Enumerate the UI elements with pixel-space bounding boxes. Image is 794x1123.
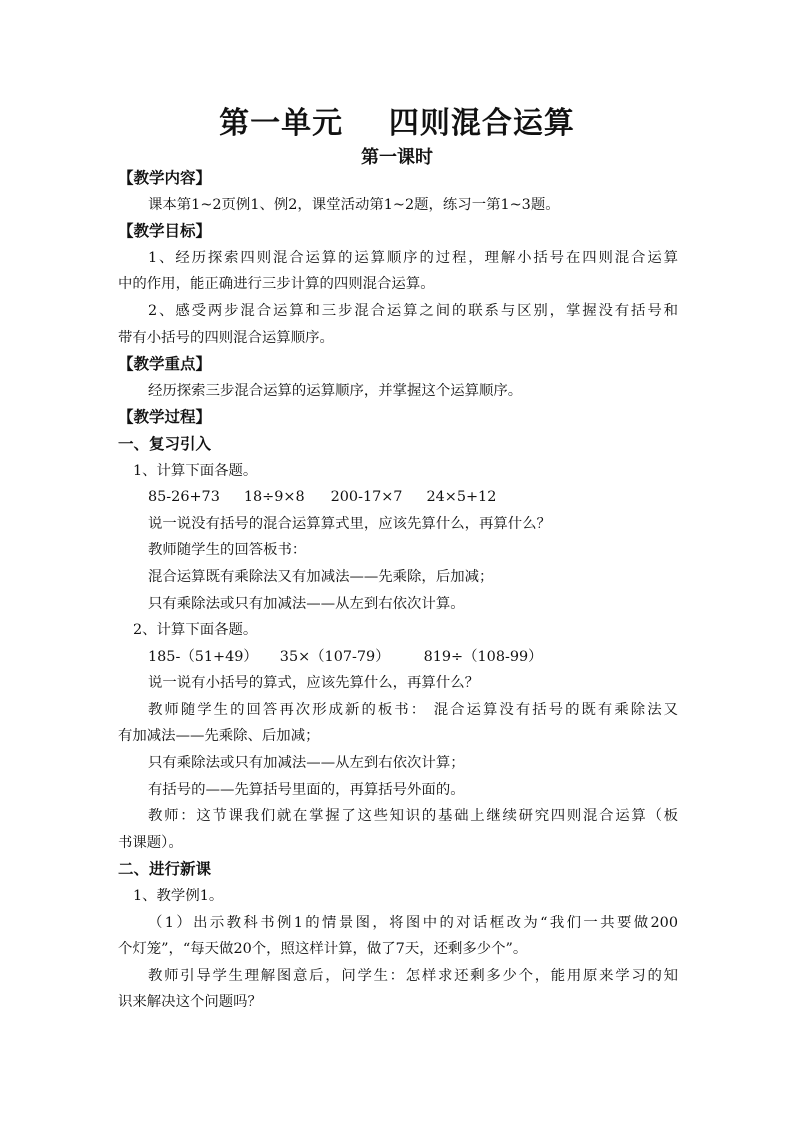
expression: 35×（107-79） — [279, 648, 390, 665]
expression-row-2 — [118, 644, 678, 671]
section-heading-goals: 【教学目标】 — [118, 222, 212, 241]
expression-row-1 — [118, 484, 678, 511]
expression: 185-（51+49） — [148, 648, 258, 665]
content-text: 课本第1~2页例1、例2，课堂活动第1~2题，练习一第1~3题。 — [148, 196, 560, 213]
example-1: 1、教学例1。 — [133, 888, 224, 905]
part-2-heading: 二、进行新课 — [118, 860, 212, 879]
document-body — [118, 165, 678, 1016]
task-2: 2、计算下面各题。 — [133, 622, 258, 639]
guide-line-2: 识来解决这个问题吗？ — [118, 994, 262, 1011]
board-note-2-line-1: 教师随学生的回答再次形成新的板书： 混合运算没有括号的既有乘除法又 — [148, 701, 678, 718]
step-1-line-2: 个灯笼”，“每天做20个，照这样计算，做了7天，还剩多少个”。 — [118, 941, 528, 958]
expression: 18÷9×8 — [243, 489, 305, 506]
section-heading-content: 【教学内容】 — [118, 169, 212, 187]
question-2: 说一说有小括号的算式，应该先算什么，再算什么？ — [148, 675, 479, 692]
expression: 200-17×7 — [330, 489, 403, 506]
goal-2-line-1: 2、感受两步混合运算和三步混合运算之间的联系与区别，掌握没有括号和 — [148, 302, 678, 319]
rule-3: 只有乘除法或只有加减法——从左到右依次计算； — [148, 755, 465, 772]
step-1-line-1: （1）出示教科书例1的情景图，将图中的对话框改为“我们一共要做200 — [148, 914, 678, 931]
expression: 819÷（108-99） — [423, 648, 543, 665]
key-points-text: 经历探索三步混合运算的运算顺序，并掌握这个运算顺序。 — [148, 382, 523, 399]
section-heading-key-points: 【教学重点】 — [118, 355, 212, 374]
teacher-remark-line-2: 书课题）。 — [118, 834, 183, 851]
task-1: 1、计算下面各题。 — [133, 462, 258, 479]
expression: 24×5+12 — [426, 489, 497, 506]
board-note-1: 教师随学生的回答板书： — [148, 542, 307, 559]
guide-line-1: 教师引导学生理解图意后，问学生：怎样求还剩多少个，能用原来学习的知 — [148, 967, 678, 984]
section-heading-process: 【教学过程】 — [118, 408, 212, 427]
rule-4: 有括号的——先算括号里面的，再算括号外面的。 — [148, 781, 465, 798]
unit-title: 第一单元 四则混合运算 — [219, 106, 575, 141]
goal-2-line-2: 带有小括号的四则混合运算顺序。 — [118, 329, 334, 346]
rule-1: 混合运算既有乘除法又有加减法——先乘除，后加减； — [148, 568, 494, 585]
question-1: 说一说没有括号的混合运算算式里，应该先算什么，再算什么？ — [148, 515, 551, 532]
board-note-2-line-2: 有加减法——先乘除、后加减； — [118, 728, 320, 745]
part-1-heading: 一、复习引入 — [118, 434, 212, 453]
goal-1-line-2: 中的作用，能正确进行三步计算的四则混合运算。 — [118, 276, 435, 293]
teacher-remark-line-1: 教师：这节课我们就在掌握了这些知识的基础上继续研究四则混合运算（板 — [148, 808, 678, 825]
rule-2: 只有乘除法或只有加减法——从左到右依次计算。 — [148, 595, 465, 612]
goal-1-line-1: 1、经历探索四则混合运算的运算顺序的过程，理解小括号在四则混合运算 — [148, 249, 678, 266]
lesson-subtitle: 第一课时 — [361, 147, 433, 168]
expression: 85-26+73 — [148, 489, 220, 506]
